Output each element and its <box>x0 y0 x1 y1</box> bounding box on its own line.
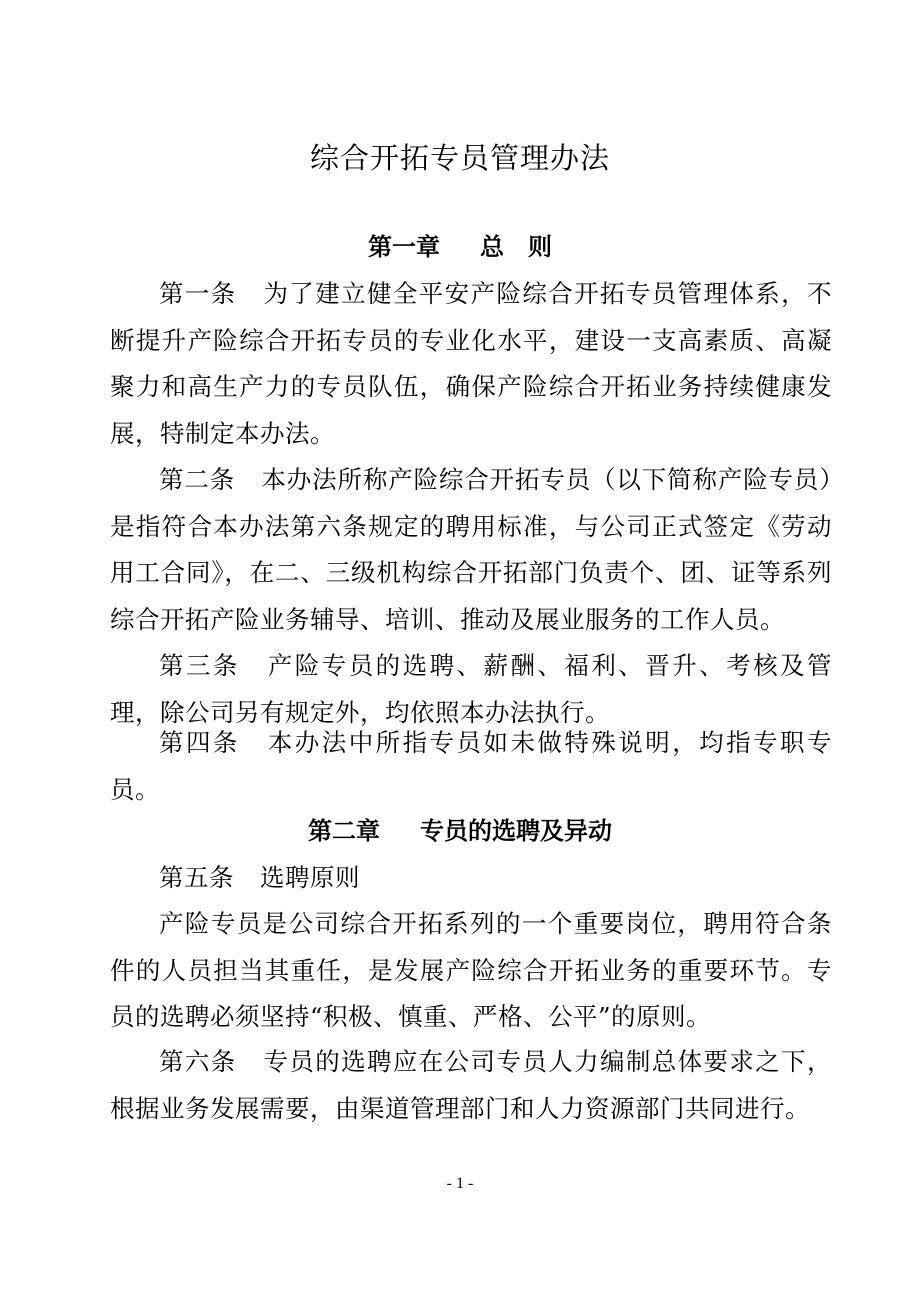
page-number: - 1 - <box>446 1175 474 1192</box>
chapter-1-label: 第一章 <box>368 233 440 261</box>
article-5 <box>110 855 832 902</box>
article-6 <box>110 1039 832 1132</box>
article-5-label: 第五条 <box>159 863 234 892</box>
article-5-text: 选聘原则 <box>260 863 360 892</box>
chapter-2-heading <box>0 814 920 848</box>
chapter-1-heading <box>0 230 920 264</box>
article-4-label: 第四条 <box>159 728 240 757</box>
article-6-label: 第六条 <box>159 1047 237 1076</box>
article-3-label: 第三条 <box>159 651 240 680</box>
article-6-text: 专员的选聘应在公司专员人力编制总体要求之下，根据业务发展需要，由渠道管理部门和人力资源部门共同进行。 <box>110 1047 832 1123</box>
article-3-text: 产险专员的选聘、薪酬、福利、晋升、考核及管理，除公司另有规定外，均依照本办法执行。 <box>110 651 832 727</box>
article-4-text: 本办法中所指专员如未做特殊说明，均指专职专员。 <box>110 728 832 804</box>
article-2 <box>110 457 832 643</box>
article-2-text: 本办法所称产险综合开拓专员（以下简称产险专员）是指符合本办法第六条规定的聘用标准，与公司正式签定《劳动用工合同》，在二、三级机构综合开拓部门负责个、团、证等系列综合开拓产险业务辅导、培训、推动及展业服务的工作人员。 <box>110 465 833 634</box>
document-title: 综合开拓专员管理办法 <box>309 141 610 175</box>
article-1-text: 为了建立健全平安产险综合开拓专员管理体系，不断提升产险综合开拓专员的专业化水平，建设一支高素质、高凝聚力和高生产力的专员队伍，确保产险综合开拓业务持续健康发展，特制定本办法。 <box>110 279 832 448</box>
chapter-1-title: 总 则 <box>480 233 552 261</box>
chapter-2-label: 第二章 <box>308 817 380 845</box>
article-1-label: 第一条 <box>159 279 237 308</box>
article-2-label: 第二条 <box>159 465 236 494</box>
article-1 <box>110 271 832 457</box>
chapter-2-title: 专员的选聘及异动 <box>420 817 612 845</box>
article-5-body: 产险专员是公司综合开拓系列的一个重要岗位，聘用符合条件的人员担当其重任，是发展产险综合开拓业务的重要环节。专员的选聘必须坚持“积极、慎重、严格、公平”的原则。 <box>110 909 832 1031</box>
article-4 <box>110 720 832 813</box>
